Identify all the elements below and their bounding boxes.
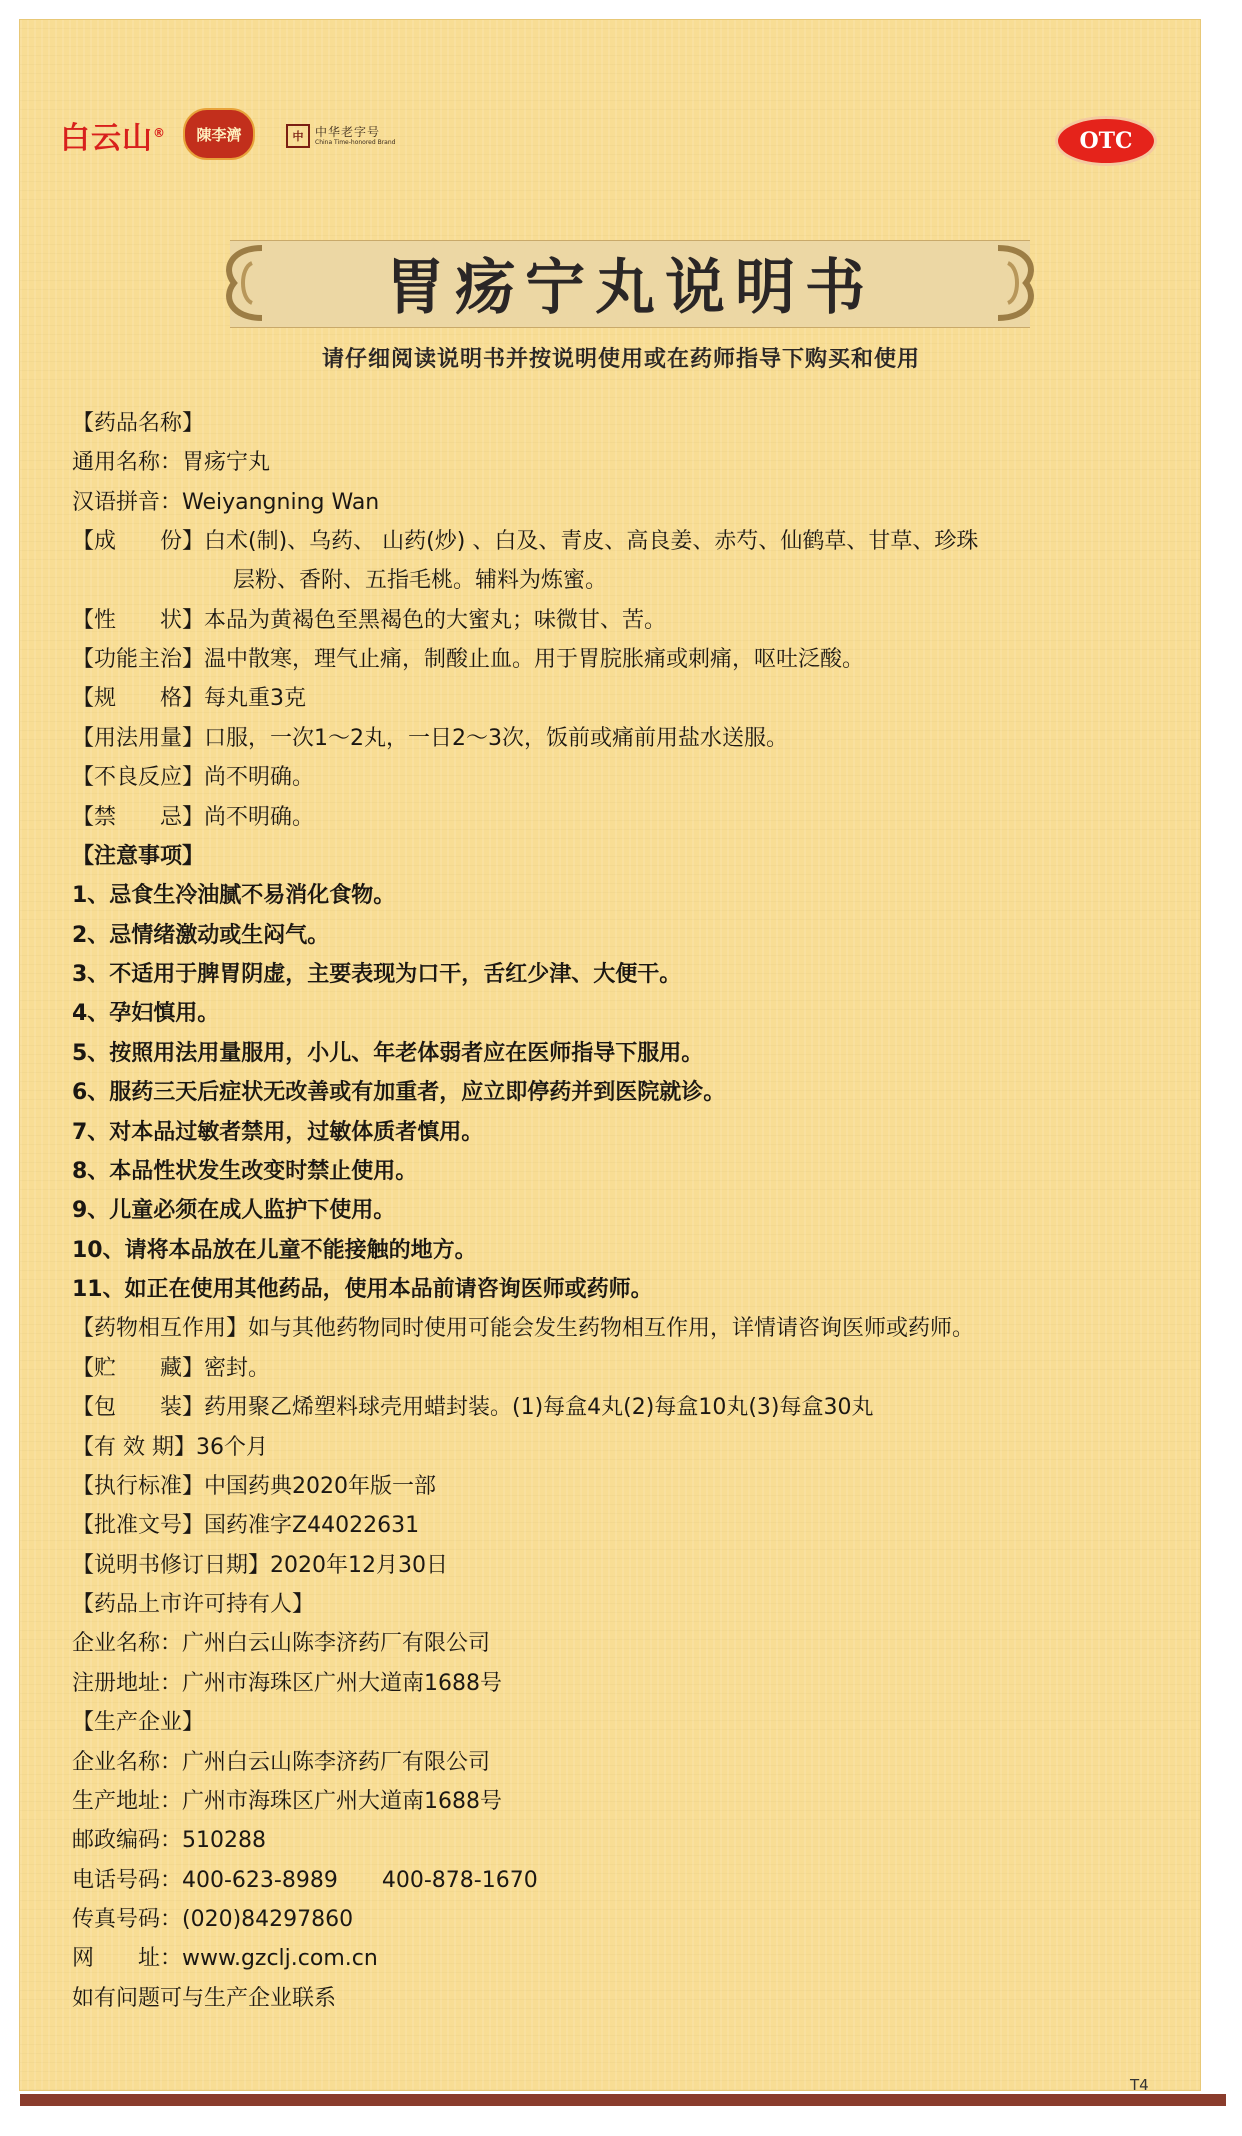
approval-row (72, 1511, 419, 1541)
adverse-label: 【不良反应】 (72, 765, 205, 790)
laozihao-seal-icon (286, 124, 310, 148)
precaution-item: 10、请将本品放在儿童不能接触的地方。 (72, 1238, 477, 1263)
otc-badge (1055, 116, 1157, 166)
precaution-item: 4、孕妇慎用。 (72, 1001, 220, 1026)
storage-label: 【贮 藏】 (72, 1356, 205, 1381)
approval-label: 【批准文号】 (72, 1513, 205, 1538)
precaution-item: 7、对本品过敏者禁用，过敏体质者慎用。 (72, 1120, 484, 1145)
document-subtitle: 请仔细阅读说明书并按说明使用或在药师指导下购买和使用 (321, 347, 920, 372)
manufacturer-company: 企业名称：广州白云山陈李济药厂有限公司 (72, 1750, 491, 1775)
composition-text-2: 层粉、香附、五指毛桃。辅料为炼蜜。 (233, 568, 608, 593)
pinyin-name: 汉语拼音：Weiyangning Wan (72, 490, 380, 515)
precaution-item: 9、儿童必须在成人监护下使用。 (72, 1198, 396, 1223)
specification-label: 【规 格】 (72, 686, 205, 711)
dosage-label: 【用法用量】 (72, 726, 205, 751)
page-mark: T4 (1130, 2076, 1149, 2094)
chenliji-text: 陳李濟 (196, 125, 242, 144)
otc-text: OTC (1079, 128, 1133, 154)
precaution-item: 11、如正在使用其他药品，使用本品前请咨询医师或药师。 (72, 1277, 653, 1302)
precaution-item: 2、忌情绪激动或生闷气。 (72, 923, 330, 948)
validity-row (72, 1433, 268, 1463)
contraindications-label: 【禁 忌】 (72, 805, 205, 830)
validity-label: 【有 效 期】 (72, 1435, 196, 1460)
manufacturer-postcode: 邮政编码：510288 (72, 1828, 266, 1853)
contraindications-row (72, 803, 314, 833)
revision-label: 【说明书修订日期】 (72, 1553, 271, 1578)
adverse-row (72, 763, 314, 793)
storage-row (72, 1354, 270, 1384)
precaution-item: 8、本品性状发生改变时禁止使用。 (72, 1159, 418, 1184)
specification-row (72, 684, 306, 714)
packaging-row (72, 1393, 874, 1423)
baiyunshan-text: 白云山 (60, 121, 153, 156)
baiyunshan-logo (60, 113, 166, 157)
validity-text: 36个月 (196, 1435, 268, 1460)
bottom-border (20, 2094, 1226, 2106)
packaging-label: 【包 装】 (72, 1395, 205, 1420)
precaution-item: 3、不适用于脾胃阴虚，主要表现为口干，舌红少津、大便干。 (72, 962, 682, 987)
chenliji-logo (183, 108, 255, 160)
holder-address: 注册地址：广州市海珠区广州大道南1688号 (72, 1671, 502, 1696)
laozihao-seal-text: 中 (292, 130, 304, 143)
laozihao-logo (286, 124, 395, 148)
indications-row (72, 645, 864, 675)
adverse-text: 尚不明确。 (204, 765, 315, 790)
packaging-text: 药用聚乙烯塑料球壳用蜡封装。(1)每盒4丸(2)每盒10丸(3)每盒30丸 (204, 1395, 874, 1420)
standard-label: 【执行标准】 (72, 1474, 205, 1499)
composition-text-1: 白术(制)、乌药、 山药(炒) 、白及、青皮、高良姜、赤芍、仙鹤草、甘草、珍珠 (204, 529, 979, 554)
drug-name-heading: 【药品名称】 (72, 411, 205, 436)
properties-row (72, 606, 666, 636)
manufacturer-website: 网 址：www.gzclj.com.cn (72, 1946, 378, 1971)
holder-company: 企业名称：广州白云山陈李济药厂有限公司 (72, 1631, 491, 1656)
manufacturer-address: 生产地址：广州市海珠区广州大道南1688号 (72, 1789, 502, 1814)
storage-text: 密封。 (204, 1356, 271, 1381)
indications-text: 温中散寒，理气止痛，制酸止血。用于胃脘胀痛或刺痛，呕吐泛酸。 (204, 647, 865, 672)
laozihao-en: China Time-honored Brand (315, 139, 396, 146)
laozihao-cn: 中华老字号 (315, 125, 381, 139)
standard-text: 中国药典2020年版一部 (204, 1474, 437, 1499)
composition-row (72, 527, 978, 557)
registered-mark: ® (153, 126, 166, 140)
generic-name: 通用名称：胃疡宁丸 (72, 450, 271, 475)
contraindications-text: 尚不明确。 (204, 805, 315, 830)
dosage-row (72, 724, 788, 754)
contact-note: 如有问题可与生产企业联系 (72, 1986, 337, 2011)
specification-text: 每丸重3克 (204, 686, 307, 711)
holder-heading: 【药品上市许可持有人】 (72, 1592, 315, 1617)
revision-text: 2020年12月30日 (270, 1553, 448, 1578)
dosage-text: 口服，一次1～2丸，一日2～3次，饭前或痛前用盐水送服。 (204, 726, 789, 751)
interactions-label: 【药物相互作用】 (72, 1316, 249, 1341)
document-title: 胃疡宁丸说明书 (385, 253, 875, 323)
revision-row (72, 1551, 448, 1581)
indications-label: 【功能主治】 (72, 647, 205, 672)
precaution-item: 5、按照用法用量服用，小儿、年老体弱者应在医师指导下服用。 (72, 1041, 704, 1066)
interactions-text: 如与其他药物同时使用可能会发生药物相互作用，详情请咨询医师或药师。 (248, 1316, 975, 1341)
manufacturer-heading: 【生产企业】 (72, 1710, 205, 1735)
composition-label: 【成 份】 (72, 529, 205, 554)
precaution-item: 1、忌食生冷油腻不易消化食物。 (72, 883, 396, 908)
interactions-row (72, 1314, 974, 1344)
manufacturer-fax: 传真号码：(020)84297860 (72, 1907, 354, 1932)
manufacturer-phone: 电话号码：400-623-8989 400-878-1670 (72, 1868, 538, 1893)
standard-row (72, 1472, 436, 1502)
precautions-heading: 【注意事项】 (72, 844, 205, 869)
precaution-item: 6、服药三天后症状无改善或有加重者，应立即停药并到医院就诊。 (72, 1080, 726, 1105)
properties-text: 本品为黄褐色至黑褐色的大蜜丸；味微甘、苦。 (204, 608, 667, 633)
properties-label: 【性 状】 (72, 608, 205, 633)
approval-text: 国药准字Z44022631 (204, 1513, 420, 1538)
